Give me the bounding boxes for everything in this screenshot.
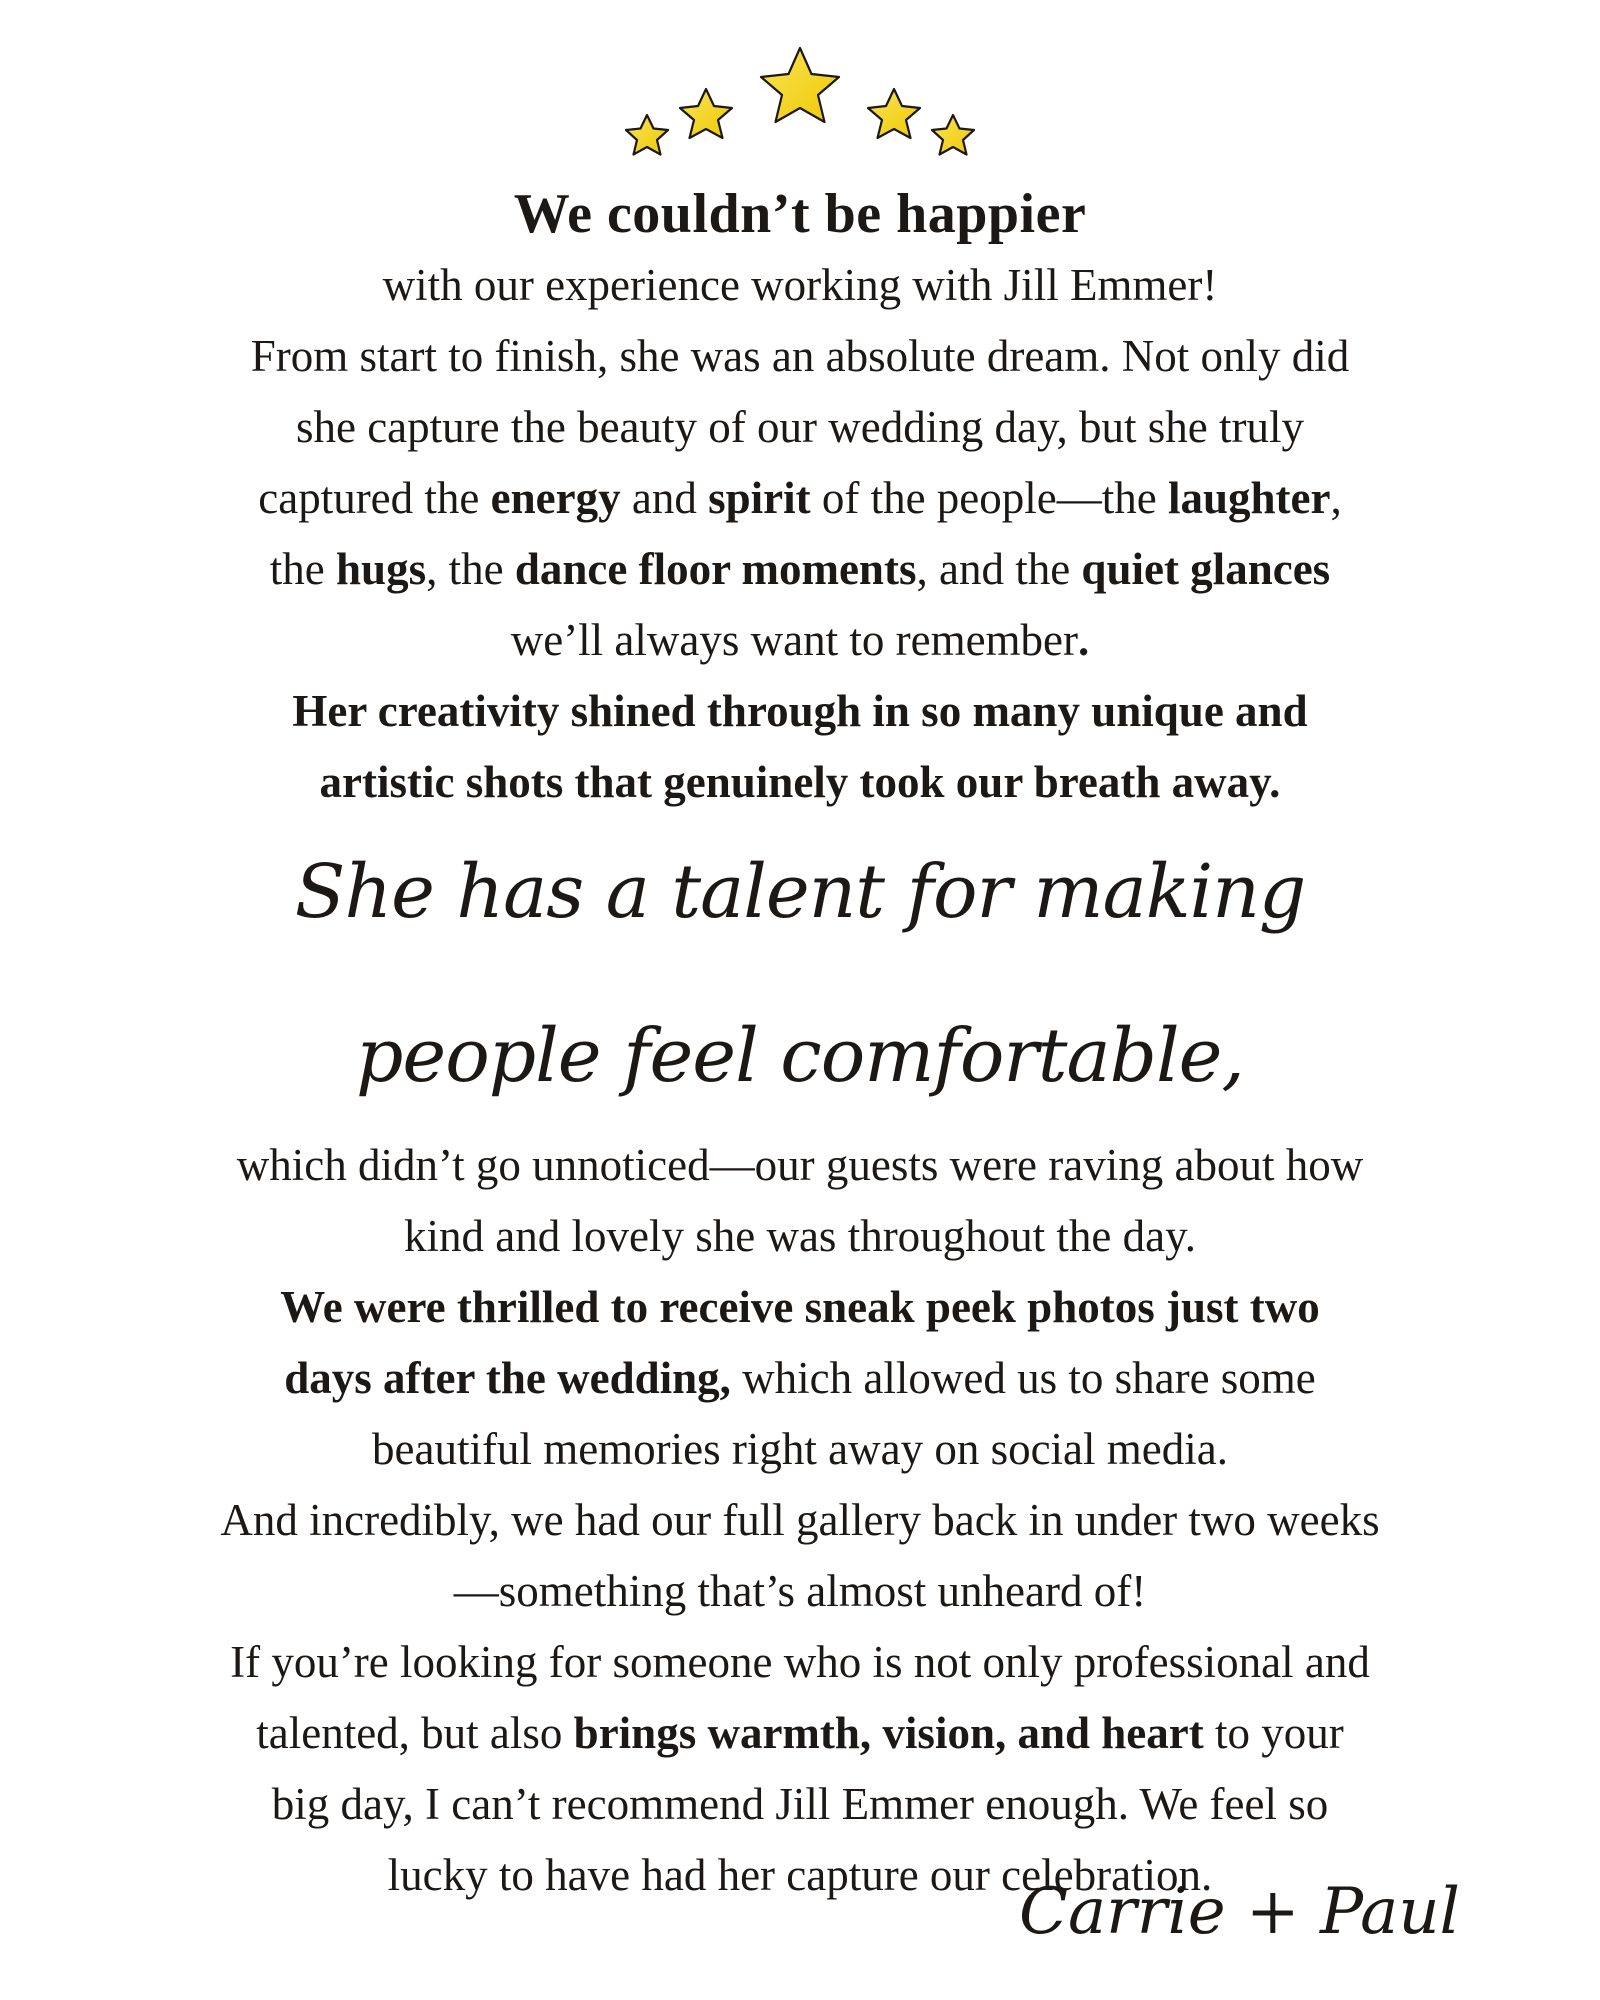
bold-text: We were thrilled to receive sneak peek photos just two — [280, 1282, 1320, 1332]
emphasis-hugs: hugs — [336, 544, 427, 594]
text-line: From start to finish, she was an absolute dream. Not only did — [250, 331, 1350, 381]
bold-text: days after the wedding, — [284, 1353, 731, 1403]
text-line: If you’re looking for someone who is not only professional and — [230, 1637, 1370, 1687]
text-line: —something that’s almost unheard of! — [453, 1566, 1147, 1616]
text-run: . — [1078, 615, 1090, 665]
text-run: to your — [1203, 1708, 1344, 1758]
text-run: we’ll always want to remember — [510, 615, 1079, 665]
guests-paragraph — [100, 1130, 1500, 1272]
emphasis-energy: energy — [490, 473, 621, 523]
text-line: with our experience working with Jill Emmer! — [382, 260, 1218, 310]
text-line: And incredibly, we had our full gallery back in under two weeks — [220, 1495, 1380, 1545]
text-line — [100, 605, 1500, 676]
text-line — [100, 676, 1500, 747]
star-row — [620, 44, 980, 168]
text-run: , and the — [916, 544, 1082, 594]
review-headline: We couldn’t be happier — [513, 183, 1087, 245]
closing-paragraph — [100, 1627, 1500, 1911]
text-line — [100, 534, 1500, 605]
star-icon — [680, 89, 732, 138]
text-line — [100, 463, 1500, 534]
script-quote-line: people feel comfortable, — [356, 1013, 1244, 1099]
star-icon — [868, 89, 920, 138]
text-run: and — [620, 473, 709, 523]
gallery-paragraph — [100, 1485, 1500, 1627]
star-icon — [932, 115, 974, 155]
emphasis-dance-floor: dance floor moments — [514, 544, 917, 594]
bold-text: Her creativity shined through in so many unique and — [292, 686, 1308, 736]
emphasis-spirit: spirit — [708, 473, 811, 523]
text-run: of the people—the — [810, 473, 1168, 523]
signature: Carrie + Paul — [1019, 1875, 1460, 1949]
intro-paragraph — [100, 250, 1500, 676]
sneak-peek-paragraph — [100, 1272, 1500, 1485]
text-line — [100, 747, 1500, 818]
script-quote-line: She has a talent for making — [294, 849, 1306, 935]
emphasis-laughter: laughter — [1167, 473, 1331, 523]
text-line — [100, 1272, 1500, 1343]
text-line: beautiful memories right away on social media. — [372, 1424, 1228, 1474]
text-line — [100, 1698, 1500, 1769]
text-run: , the — [426, 544, 515, 594]
text-run: captured the — [258, 473, 491, 523]
text-line: which didn’t go unnoticed—our guests were raving about how — [236, 1140, 1364, 1190]
text-run: which allowed us to share some — [730, 1353, 1316, 1403]
bold-text: artistic shots that genuinely took our breath away. — [319, 757, 1281, 807]
emphasis-quiet-glances: quiet glances — [1081, 544, 1331, 594]
text-line: big day, I can’t recommend Jill Emmer enough. We feel so — [271, 1779, 1329, 1829]
text-line — [100, 1343, 1500, 1414]
creativity-paragraph — [100, 676, 1500, 818]
testimonial — [100, 178, 1500, 1911]
text-line: she capture the beauty of our wedding day, but she truly — [295, 402, 1305, 452]
text-run: , — [1330, 473, 1342, 523]
text-run: the — [269, 544, 337, 594]
star-icon — [761, 48, 839, 122]
emphasis-warmth-vision-heart: brings warmth, vision, and heart — [573, 1708, 1204, 1758]
text-line: lucky to have had her capture our celebration. — [387, 1850, 1213, 1900]
text-line: kind and lovely she was throughout the day. — [404, 1211, 1196, 1261]
five-star-rating — [0, 44, 1600, 172]
text-run: talented, but also — [256, 1708, 574, 1758]
star-icon — [626, 115, 668, 155]
